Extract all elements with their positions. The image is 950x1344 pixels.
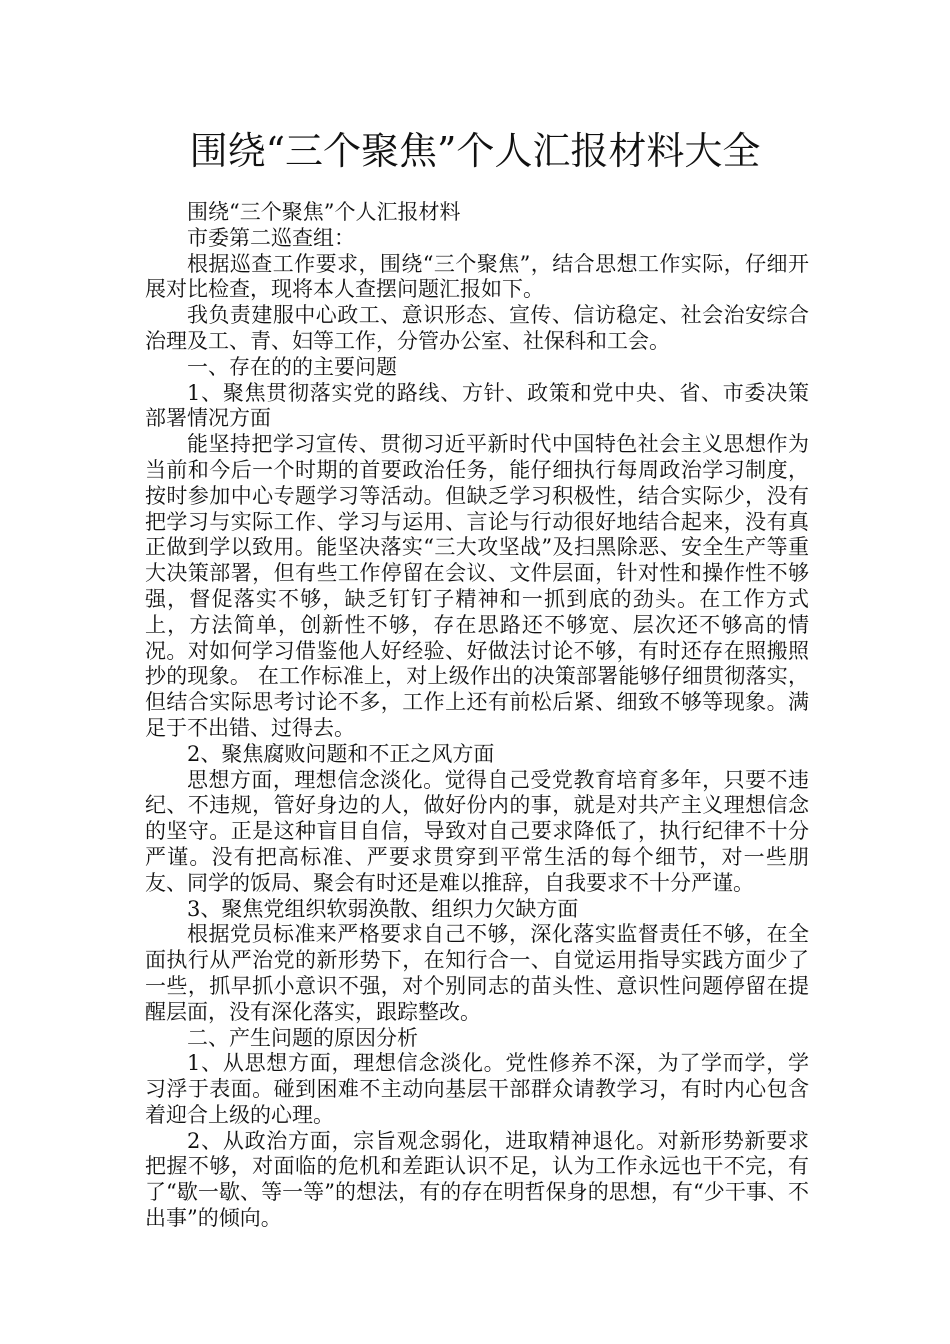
paragraph-cause-1: 1、从思想方面，理想信念淡化。党性修养不深，为了学而学，学习浮于表面。碰到困难不主动向基层干部群众请教学习，有时内心包含着迎合上级的心理。 — [145, 1051, 809, 1127]
document-title: 围绕“三个聚焦”个人汇报材料大全 — [189, 129, 761, 173]
paragraph-subtitle: 围绕“三个聚焦”个人汇报材料 — [187, 200, 461, 224]
paragraph-addressee: 市委第二巡查组： — [187, 225, 355, 250]
paragraph-cause-2: 2、从政治方面，宗旨观念弱化，进取精神退化。对新形势新要求把握不够，对面临的危机和差距认识不足，认为工作永远也干不完，有了“歇一歇、等一等”的想法，有的存在明哲保身的思想，有“少干事、不出事”的倾向。 — [145, 1128, 809, 1231]
paragraph-body-1: 能坚持把学习宣传、贯彻习近平新时代中国特色社会主义思想作为当前和今后一个时期的首要政治任务，能仔细执行每周政治学习制度，按时参加中心专题学习等活动。但缺乏学习积极性，结合实际少，没有把学习与实际工作、学习与运用、言论与行动很好地结合起来，没有真正做到学以致用。能坚决落实“三大攻坚战”及扫黑除恶、安全生产等重大决策部署，但有些工作停留在会议、文件层面，针对性和操作性不够强，督促落实不够，缺乏钉钉子精神和一抓到底的劲头。在工作方式上，方法简单，创新性不够，存在思路还不够宽、层次还不够高的情况。对如何学习借鉴他人好经验、好做法讨论不够，有时还存在照搬照抄的现象。 在工作标准上，对上级作出的决策部署能够仔细贯彻落实，但结合实际思考讨论不多，工作上还有前松后紧、细致不够等现象。满足于不出错、过得去。 — [145, 432, 809, 740]
paragraph-body-3: 根据党员标准来严格要求自己不够，深化落实监督责任不够，在全面执行从严治党的新形势下，在知行合一、自觉运用指导实践方面少了一些，抓早抓小意识不强，对个别同志的苗头性、意识性问题停留在提醒层面，没有深化落实，跟踪整改。 — [145, 922, 809, 1024]
paragraph-responsibilities: 我负责建服中心政工、意识形态、宣传、信访稳定、社会治安综合治理及工、青、妇等工作，分管办公室、社保科和工会。 — [145, 303, 809, 353]
section-heading-causes: 二、产生问题的原因分析 — [187, 1025, 418, 1050]
paragraph-body-2: 思想方面，理想信念淡化。觉得自己受党教育培育多年，只要不违纪、不违规，管好身边的人，做好份内的事，就是对共产主义理想信念的坚守。正是这种盲目自信，导致对自己要求降低了，执行纪律不十分严谨。没有把高标准、严要求贯穿到平常生活的每个细节，对一些朋友、同学的饭局、聚会有时还是难以推辞，自我要求不十分严谨。 — [145, 767, 809, 895]
subheading-3: 3、聚焦党组织软弱涣散、组织力欠缺方面 — [187, 896, 579, 921]
paragraph-intro: 根据巡查工作要求，围绕“三个聚焦”，结合思想工作实际，仔细开展对比检查，现将本人查摆问题汇报如下。 — [145, 251, 809, 302]
subheading-2: 2、聚焦腐败问题和不正之风方面 — [187, 741, 495, 766]
subheading-1: 1、聚焦贯彻落实党的路线、方针、政策和党中央、省、市委决策部署情况方面 — [145, 380, 809, 431]
document-body — [145, 200, 809, 1232]
section-heading-problems: 一、存在的的主要问题 — [187, 354, 397, 379]
